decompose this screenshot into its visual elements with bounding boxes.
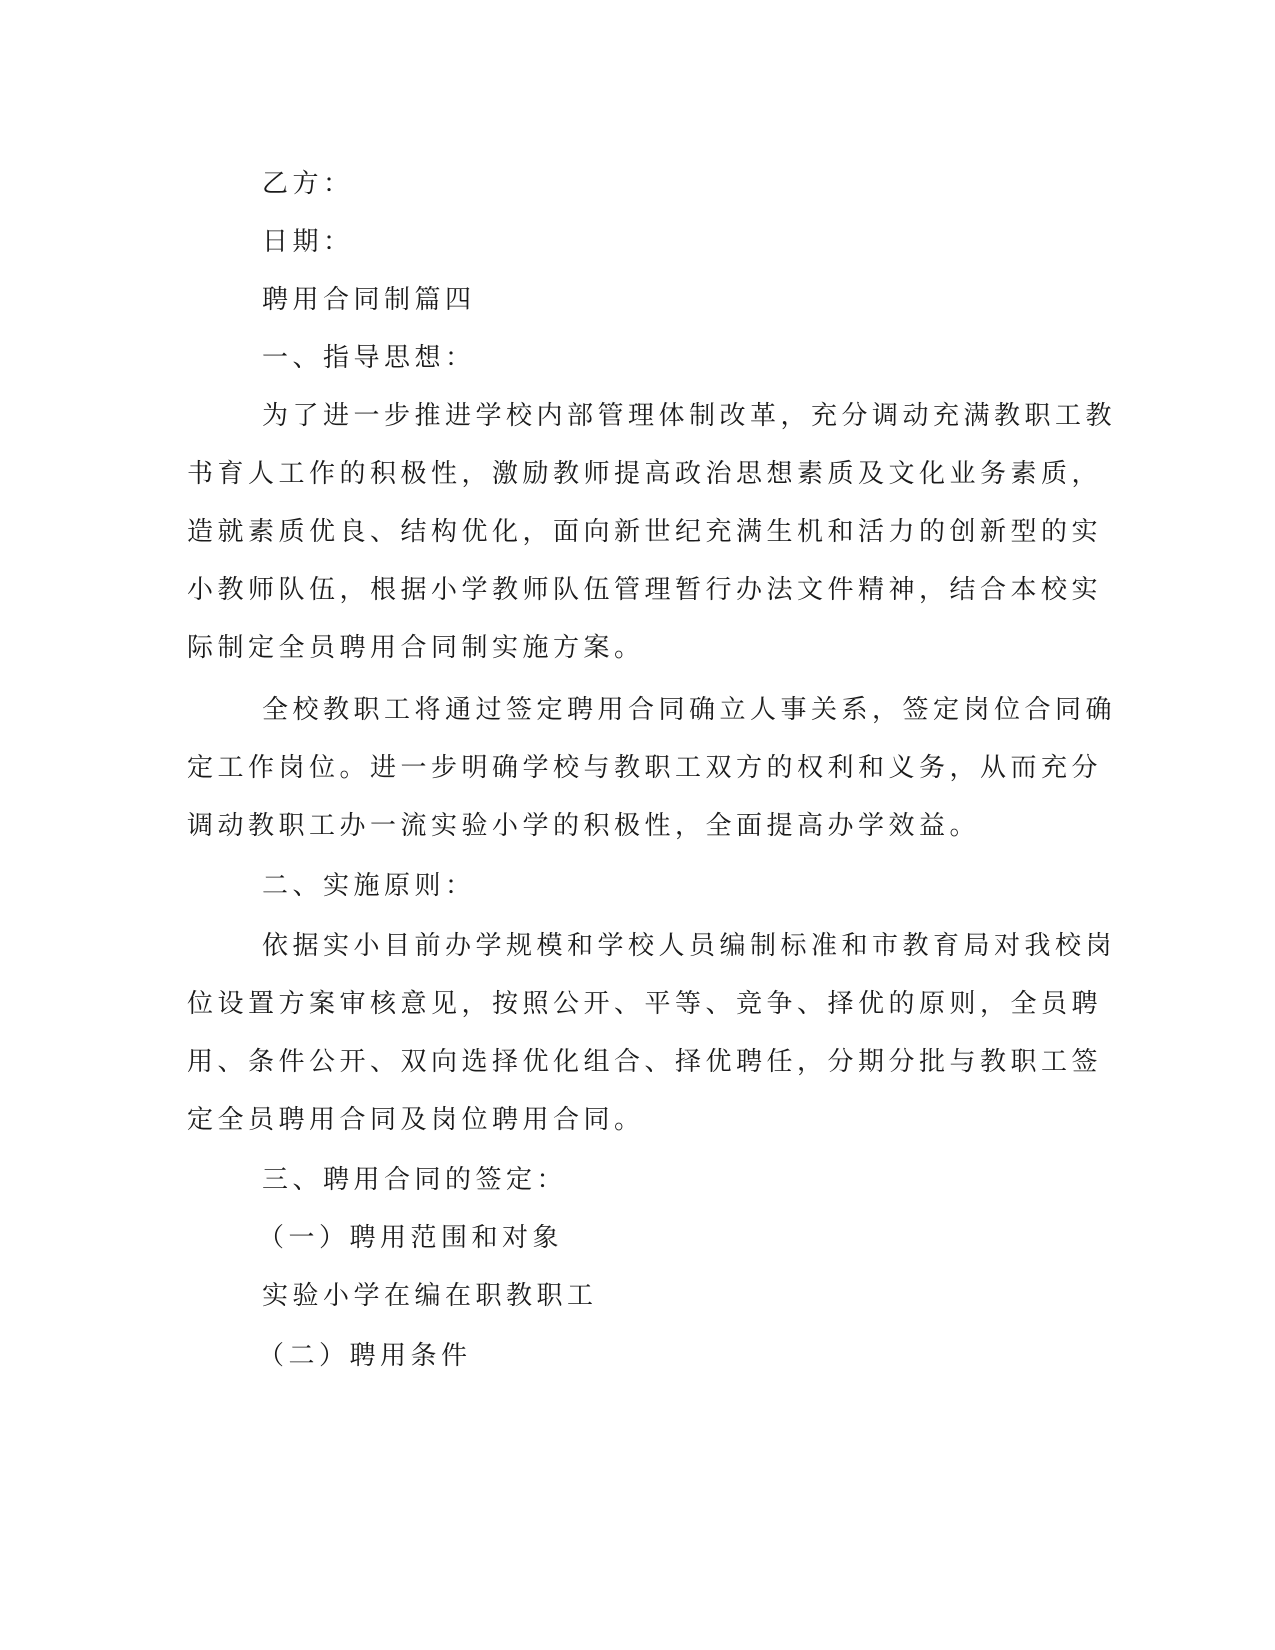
paragraph-line: 用、条件公开、双向选择优化组合、择优聘任，分期分批与教职工签 xyxy=(187,1047,1103,1077)
party-b-label: 乙方： xyxy=(262,169,354,199)
scope-text: 实验小学在编在职教职工 xyxy=(262,1281,598,1311)
paragraph-line: 际制定全员聘用合同制实施方案。 xyxy=(187,633,645,663)
section-title: 聘用合同制篇四 xyxy=(262,285,476,315)
paragraph-line: 定工作岗位。进一步明确学校与教职工双方的权利和义务，从而充分 xyxy=(187,753,1103,783)
paragraph-line: 书育人工作的积极性，激励教师提高政治思想素质及文化业务素质， xyxy=(187,459,1103,489)
heading-guiding-ideology: 一、指导思想： xyxy=(262,343,476,373)
heading-principles: 二、实施原则： xyxy=(262,871,476,901)
paragraph-line: 为了进一步推进学校内部管理体制改革，充分调动充满教职工教 xyxy=(262,401,1117,431)
heading-contract-signing: 三、聘用合同的签定： xyxy=(262,1165,568,1195)
paragraph-line: 造就素质优良、结构优化，面向新世纪充满生机和活力的创新型的实 xyxy=(187,517,1103,547)
paragraph-line: 全校教职工将通过签定聘用合同确立人事关系，签定岗位合同确 xyxy=(262,695,1117,725)
paragraph-line: 位设置方案审核意见，按照公开、平等、竞争、择优的原则，全员聘 xyxy=(187,989,1103,1019)
paragraph-line: 依据实小目前办学规模和学校人员编制标准和市教育局对我校岗 xyxy=(262,931,1117,961)
paragraph-line: 小教师队伍，根据小学教师队伍管理暂行办法文件精神，结合本校实 xyxy=(187,575,1103,605)
paragraph-line: 调动教职工办一流实验小学的积极性，全面提高办学效益。 xyxy=(187,811,981,841)
date-label: 日期： xyxy=(262,227,354,257)
subheading-scope: （一）聘用范围和对象 xyxy=(258,1223,564,1253)
subheading-conditions: （二）聘用条件 xyxy=(258,1341,472,1371)
paragraph-line: 定全员聘用合同及岗位聘用合同。 xyxy=(187,1105,645,1135)
